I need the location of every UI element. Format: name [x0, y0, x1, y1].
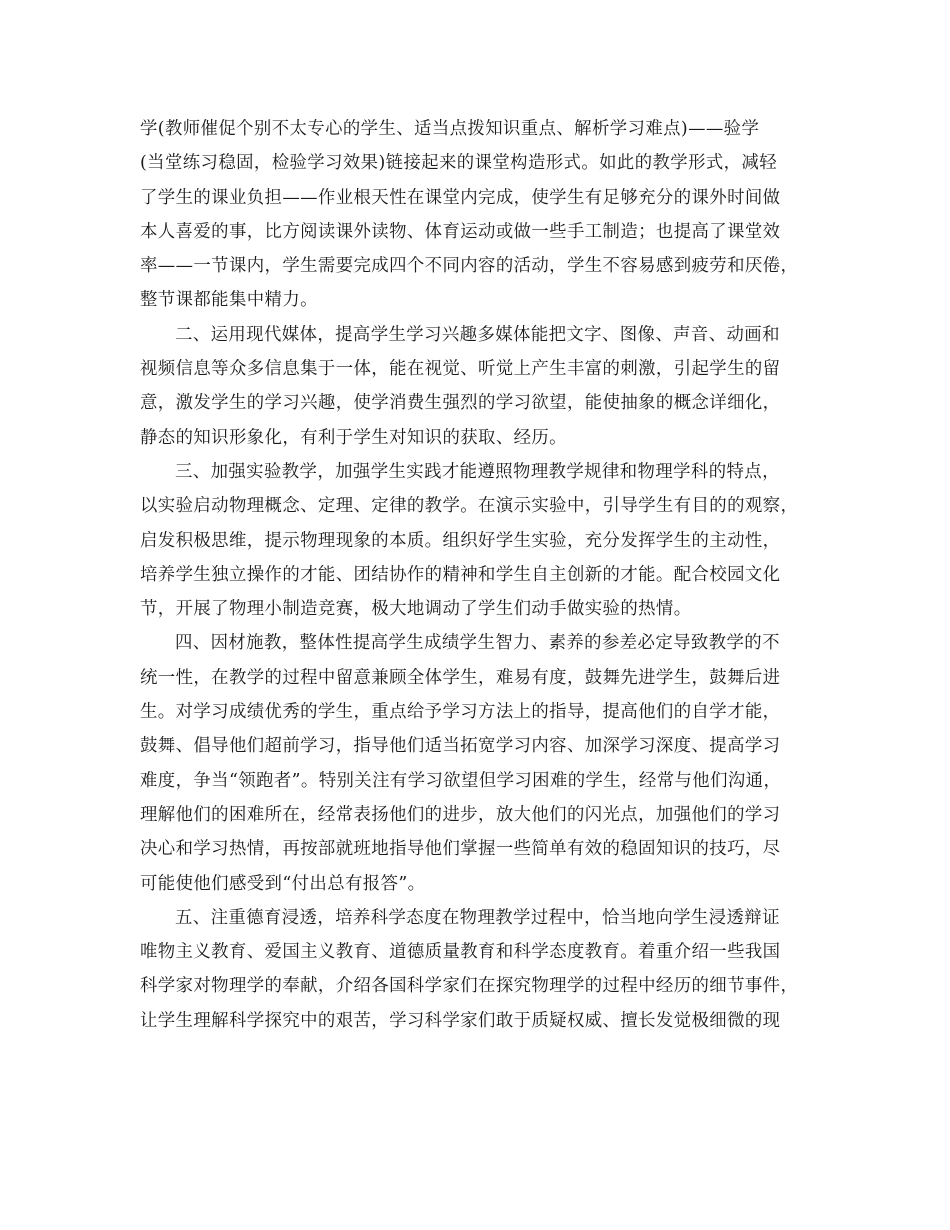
text-line: 让学生理解科学探究中的艰苦，学习科学家们敢于质疑权威、擅长发觉极细微的现	[140, 1010, 781, 1031]
paragraph	[140, 901, 812, 1038]
text-line: 视频信息等众多信息集于一体，能在视觉、听觉上产生丰富的刺激，引起学生的留	[140, 359, 781, 380]
text-line: 率——一节课内，学生需要完成四个不同内容的活动，学生不容易感到疲劳和厌倦，	[140, 256, 799, 277]
text-line: 整节课都能集中精力。	[140, 290, 318, 311]
text-line: 理解他们的困难所在，经常表扬他们的进步，放大他们的闪光点，加强他们的学习	[140, 804, 781, 825]
text-line: 统一性，在教学的过程中留意兼顾全体学生，难易有度，鼓舞先进学生，鼓舞后进	[140, 667, 781, 688]
paragraph	[140, 626, 812, 900]
text-line: 本人喜爱的事，比方阅读课外读物、体育运动或做一些手工制造；也提高了课堂效	[140, 221, 781, 242]
text-line: 唯物主义教育、爱国主义教育、道德质量教育和科学态度教育。着重介绍一些我国	[140, 942, 781, 963]
text-line: 静态的知识形象化，有利于学生对知识的获取、经历。	[140, 427, 567, 448]
paragraph	[140, 112, 812, 318]
text-line: 五、注重德育浸透，培养科学态度在物理教学过程中，恰当地向学生浸透辩证	[175, 907, 780, 928]
text-line: 鼓舞、倡导他们超前学习，指导他们适当拓宽学习内容、加深学习深度、提高学习	[140, 736, 781, 757]
paragraph	[140, 318, 812, 455]
text-line: 启发积极思维，提示物理现象的本质。组织好学生实验，充分发挥学生的主动性，	[140, 530, 781, 551]
text-line: 科学家对物理学的奉献，介绍各国科学家们在探究物理学的过程中经历的细节事件，	[140, 976, 799, 997]
text-line: 可能使他们感受到“付出总有报答”。	[140, 873, 426, 894]
text-line: 以实验启动物理概念、定理、定律的教学。在演示实验中，引导学生有目的的观察，	[140, 496, 799, 517]
text-line: 学(教师催促个别不太专心的学生、适当点拨知识重点、解析学习难点)——验学	[140, 119, 760, 139]
document-body	[140, 112, 812, 1038]
text-line: 意，激发学生的学习兴趣，使学消费生强烈的学习欲望，能使抽象的概念详细化，	[140, 393, 781, 414]
text-line: 节，开展了物理小制造竞赛，极大地调动了学生们动手做实验的热情。	[140, 599, 692, 620]
text-line: 三、加强实验教学，加强学生实践才能遵照物理教学规律和物理学科的特点，	[175, 461, 780, 482]
text-line: 二、运用现代媒体，提高学生学习兴趣多媒体能把文字、图像、声音、动画和	[175, 324, 780, 345]
text-line: 培养学生独立操作的才能、团结协作的精神和学生自主创新的才能。配合校园文化	[140, 564, 781, 585]
text-line: 生。对学习成绩优秀的学生，重点给予学习方法上的指导，提高他们的自学才能，	[140, 702, 781, 723]
text-line: 四、因材施教，整体性提高学生成绩学生智力、素养的参差必定导致教学的不	[175, 633, 780, 654]
text-line: 决心和学习热情，再按部就班地指导他们掌握一些简单有效的稳固知识的技巧，尽	[140, 839, 781, 860]
text-line: 难度，争当“领跑者”。特别关注有学习欲望但学习困难的学生，经常与他们沟通，	[140, 770, 782, 791]
text-line: 了学生的课业负担——作业根天性在课堂内完成，使学生有足够充分的课外时间做	[140, 187, 781, 208]
paragraph	[140, 455, 812, 626]
text-line: (当堂练习稳固，检验学习效果)链接起来的课堂构造形式。如此的教学形式，减轻	[140, 153, 778, 174]
